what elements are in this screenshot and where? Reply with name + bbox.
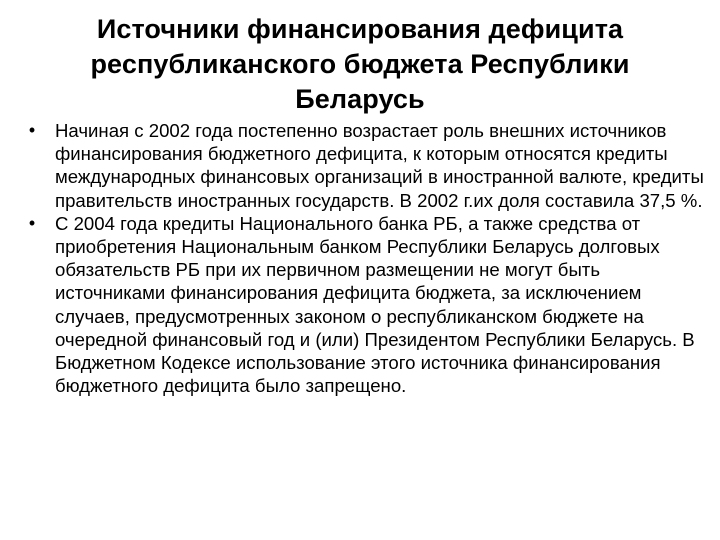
- bullet-text-1: Начиная с 2002 года постепенно возрастает роль внешних источников финансирования бюджетного дефицита, к которым относятся кредиты международных финансовых организаций в иностранной валюте, кредиты правительств иностранных государств. В 2002 г.их доля составила 37,5 %.: [55, 120, 704, 211]
- slide-title: Источники финансирования дефицита республиканского бюджета Республики Беларусь: [90, 14, 630, 114]
- bullet-list: [25, 119, 715, 397]
- bullet-text-2: С 2004 года кредиты Национального банка РБ, а также средства от приобретения Национальным банком Республики Беларусь долговых обязательств РБ при их первичном размещении не могут быть источниками финансирования дефицита бюджета, за исключением случаев, предусмотренных законом о республиканском бюджете на очередной финансовый год и (или) Президентом Республики Беларусь. В Бюджетном Кодексе использование этого источника финансирования бюджетного дефицита было запрещено.: [55, 212, 695, 397]
- bullet-item-1: [25, 119, 715, 212]
- bullet-item-2: [25, 212, 715, 398]
- bullet-marker-icon: •: [28, 212, 36, 233]
- bullet-marker-icon: •: [28, 120, 36, 140]
